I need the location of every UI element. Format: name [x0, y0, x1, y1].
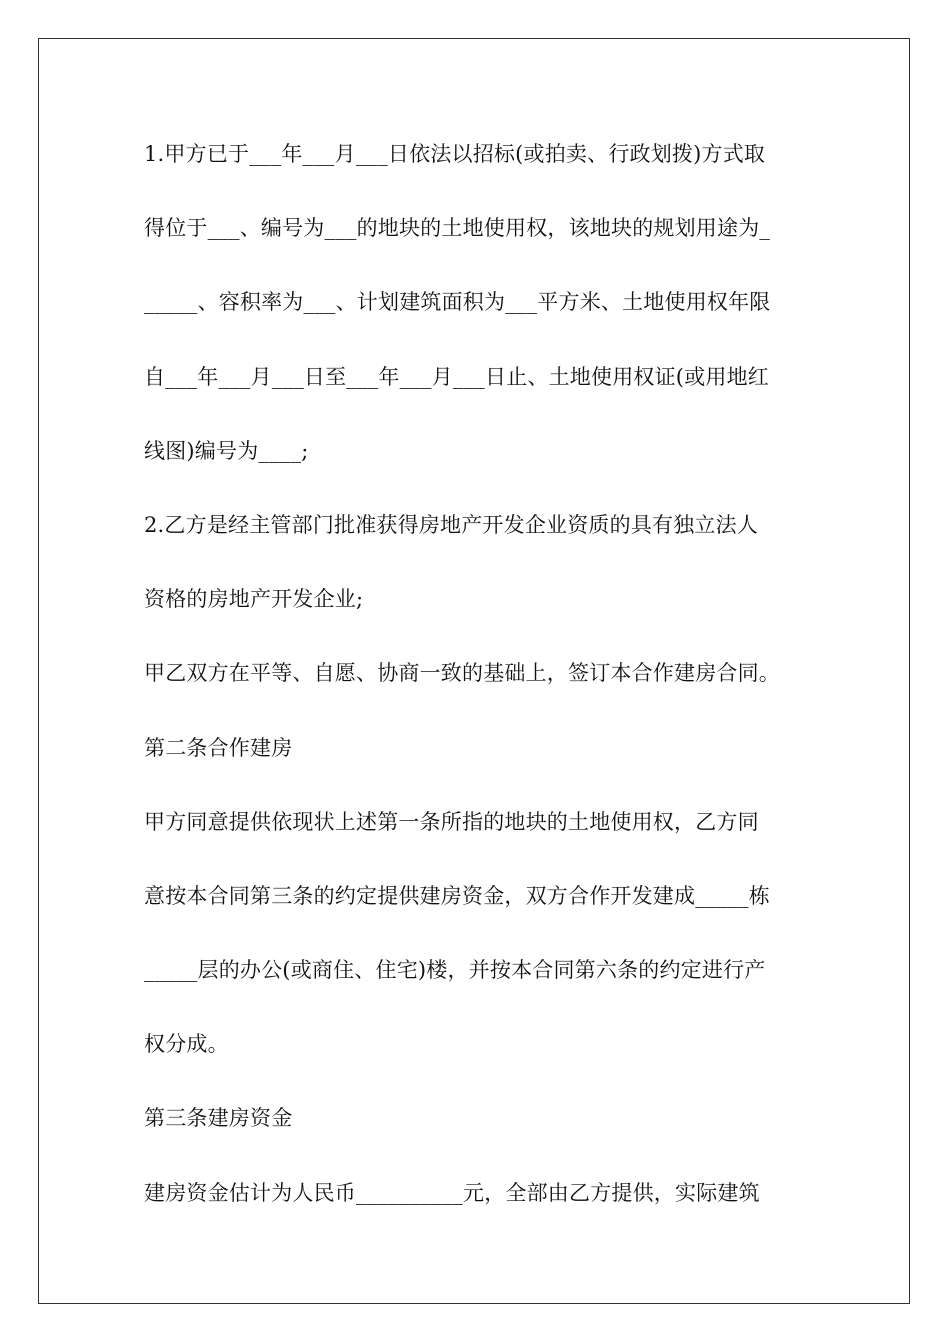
text-line: 得位于___、编号为___的地块的土地使用权，该地块的规划用途为_ — [144, 216, 771, 241]
text-line: 线图)编号为____; — [144, 438, 309, 463]
text-line: 权分成。 — [144, 1032, 229, 1057]
text-line: 2.乙方是经主管部门批准获得房地产开发企业资质的具有独立法人 — [144, 512, 759, 537]
text-line: 自___年___月___日至___年___月___日止、土地使用权证(或用地红 — [144, 364, 769, 389]
text-line: 甲方同意提供依现状上述第一条所指的地块的土地使用权，乙方同 — [144, 809, 759, 834]
text-line: _____层的办公(或商住、住宅)楼，并按本合同第六条的约定进行产 — [144, 958, 766, 983]
text-line: 1.甲方已于___年___月___日依法以招标(或拍卖、行政划拨)方式取 — [144, 142, 766, 166]
section-heading: 第二条合作建房 — [144, 735, 293, 760]
document-body — [144, 134, 824, 1247]
text-line: 意按本合同第三条的约定提供建房资金，双方合作开发建成_____栋 — [144, 883, 770, 908]
text-line: _____、容积率为___、计划建筑面积为___平方米、土地使用权年限 — [144, 290, 771, 315]
text-line: 资格的房地产开发企业; — [144, 587, 364, 612]
text-line: 甲乙双方在平等、自愿、协商一致的基础上，签订本合作建房合同。 — [144, 661, 780, 686]
section-heading: 第三条建房资金 — [144, 1106, 293, 1131]
text-line: 建房资金估计为人民币__________元，全部由乙方提供，实际建筑 — [144, 1180, 760, 1205]
